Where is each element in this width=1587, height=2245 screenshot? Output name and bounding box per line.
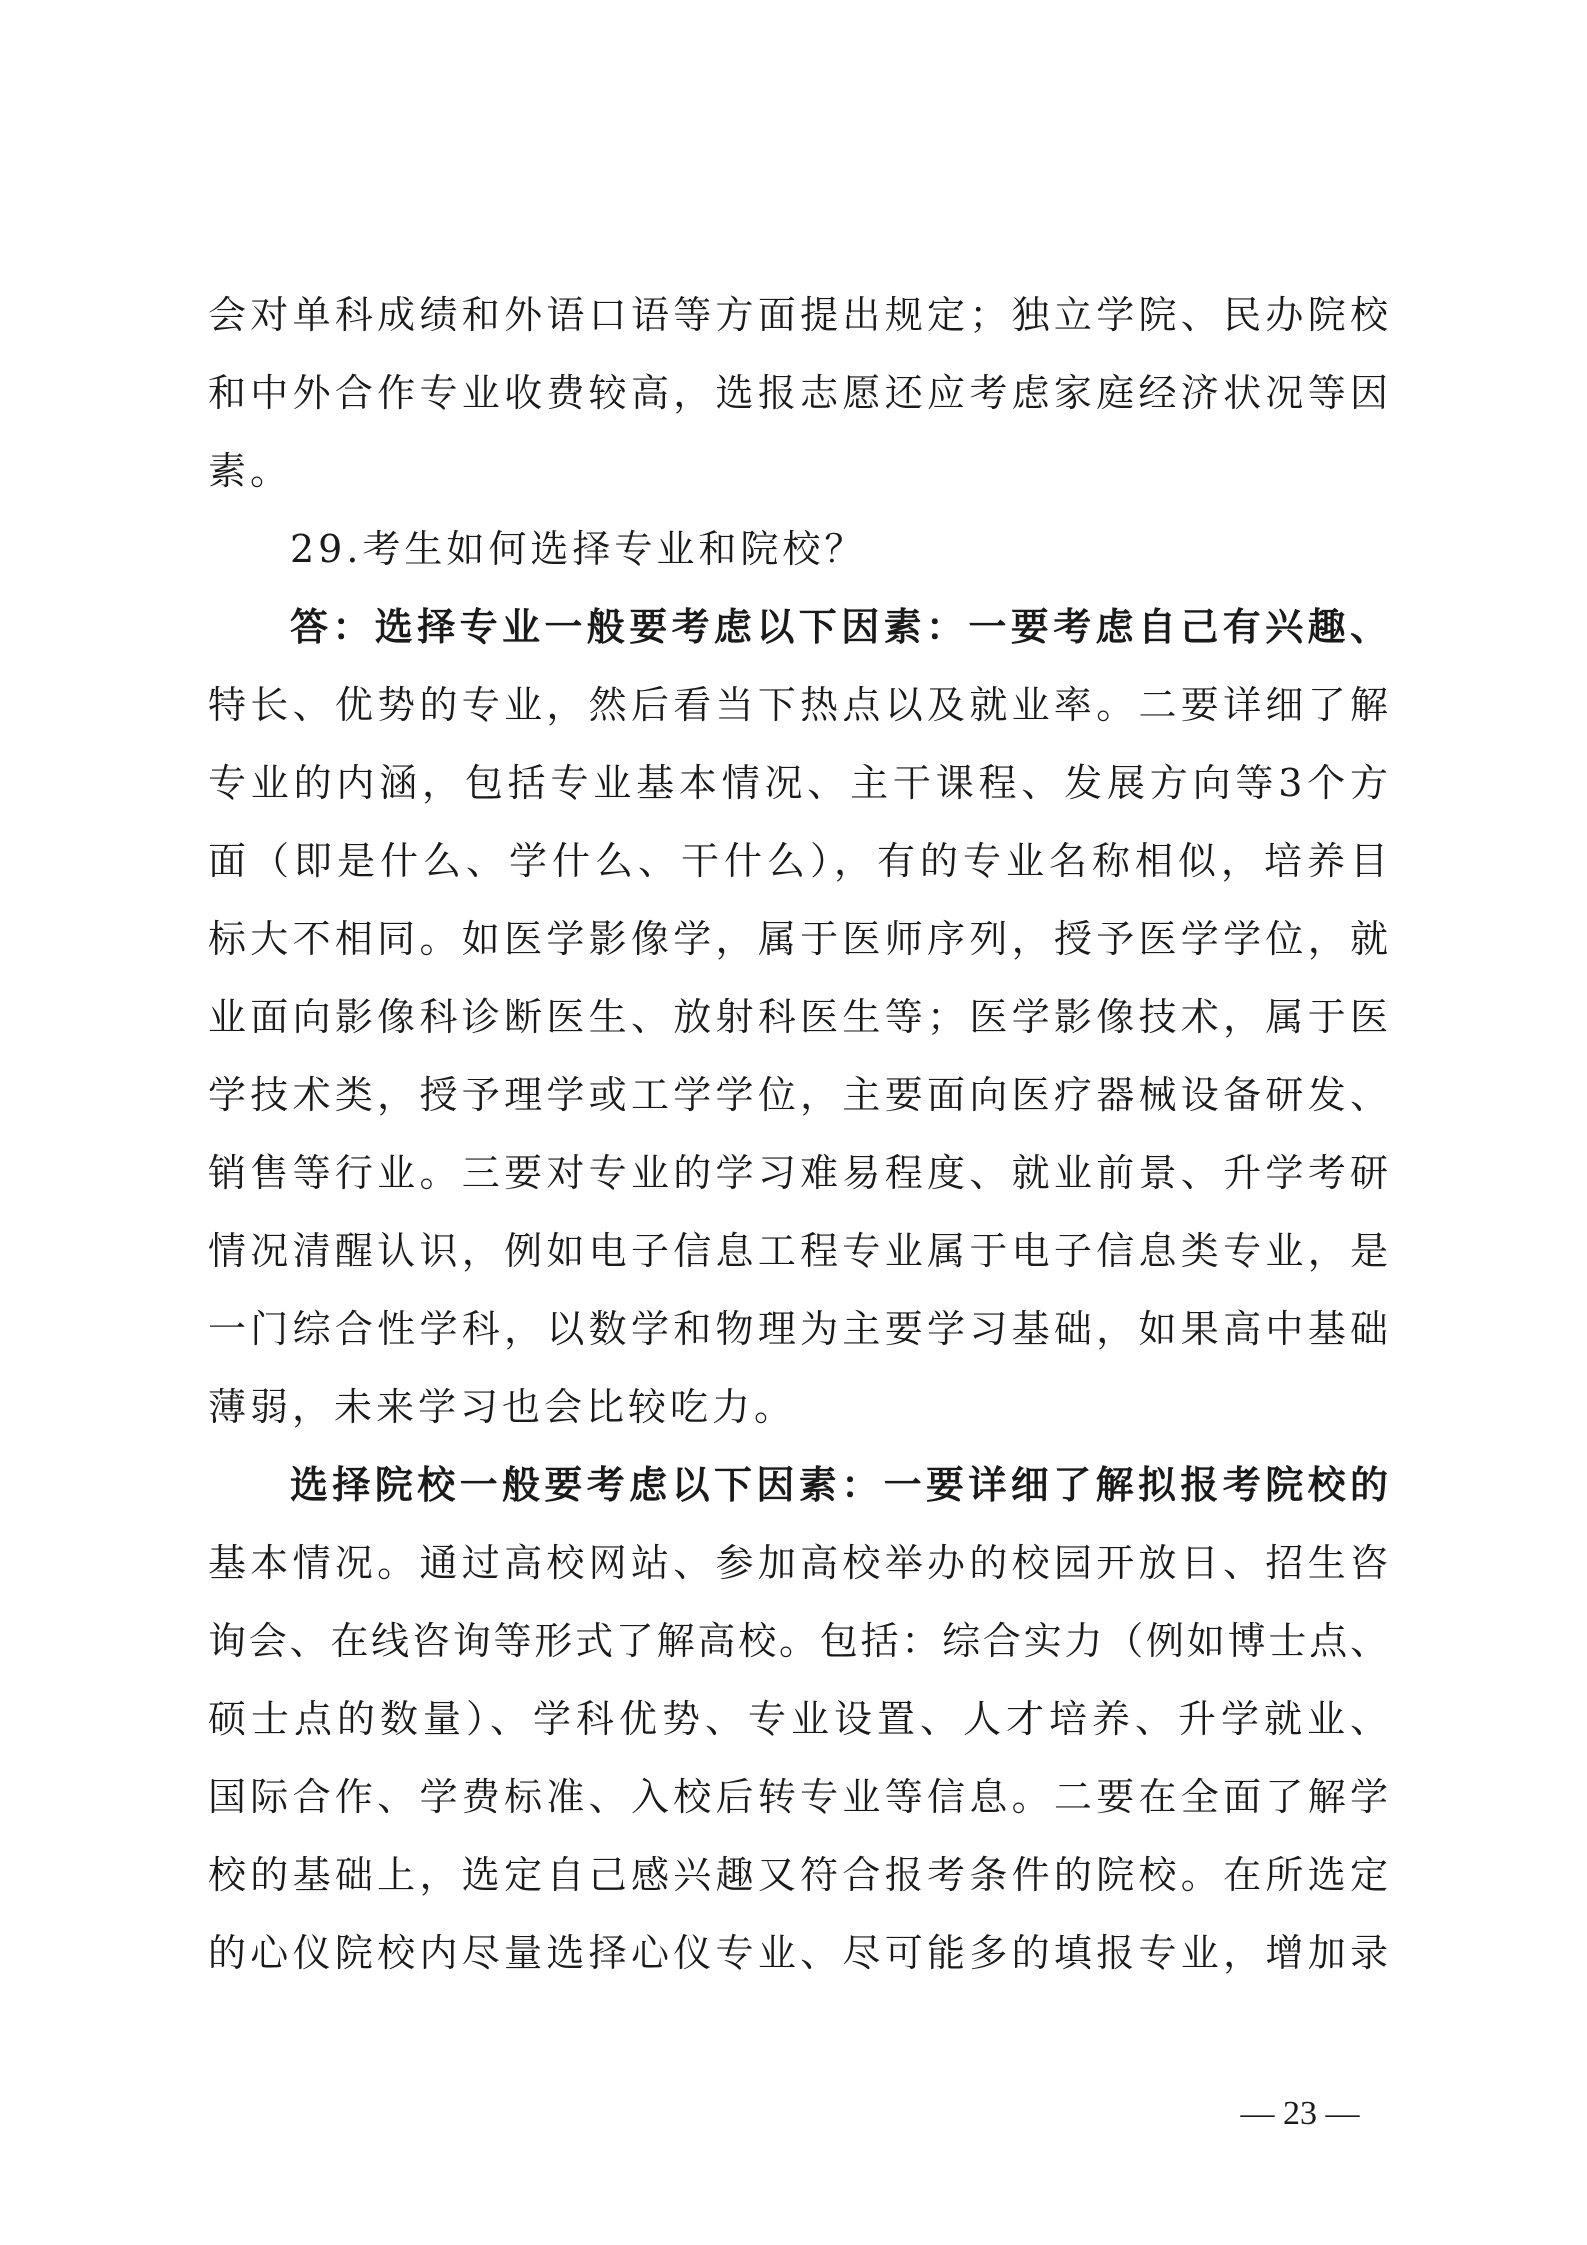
text-line-21: 校的基础上，选定自己感兴趣又符合报考条件的院校。在所选定 (208, 1853, 1388, 1897)
text-line-9: 标大不相同。如医学影像学，属于医师序列，授予医学学位，就 (208, 917, 1388, 961)
text-line-18: 询会、在线咨询等形式了解高校。包括：综合实力（例如博士点、 (208, 1619, 1388, 1663)
text-line-8: 面（即是什么、学什么、干什么），有的专业名称相似，培养目 (208, 839, 1388, 883)
text-line-15: 薄弱，未来学习也会比较吃力。 (208, 1385, 797, 1429)
text-line-6: 特长、优势的专业，然后看当下热点以及就业率。二要详细了解 (208, 683, 1388, 727)
text-line-7: 专业的内涵，包括专业基本情况、主干课程、发展方向等3个方 (208, 761, 1388, 805)
text-line-20: 国际合作、学费标准、入校后转专业等信息。二要在全面了解学 (208, 1775, 1388, 1819)
school-selection-line-1: 选择院校一般要考虑以下因素：一要详细了解拟报考院校的 (290, 1462, 1388, 1507)
text-line-22: 的心仪院校内尽量选择心仪专业、尽可能多的填报专业，增加录 (208, 1931, 1388, 1975)
text-line-3: 素。 (208, 449, 293, 493)
text-line-11: 学技术类，授予理学或工学学位，主要面向医疗器械设备研发、 (208, 1073, 1388, 1117)
text-line-14: 一门综合性学科，以数学和物理为主要学习基础，如果高中基础 (208, 1307, 1388, 1351)
page-number: — 23 — (1240, 2095, 1360, 2132)
question-heading: 29.考生如何选择专业和院校？ (290, 527, 867, 571)
text-line-2: 和中外合作专业收费较高，选报志愿还应考虑家庭经济状况等因 (208, 371, 1388, 415)
text-line-17: 基本情况。通过高校网站、参加高校举办的校园开放日、招生咨 (208, 1541, 1388, 1585)
text-line-19: 硕士点的数量）、学科优势、专业设置、人才培养、升学就业、 (208, 1697, 1388, 1741)
text-line-12: 销售等行业。三要对专业的学习难易程度、就业前景、升学考研 (208, 1151, 1388, 1195)
answer-line-1: 答：选择专业一般要考虑以下因素：一要考虑自己有兴趣、 (290, 604, 1388, 649)
text-line-1: 会对单科成绩和外语口语等方面提出规定；独立学院、民办院校 (208, 293, 1388, 337)
text-line-10: 业面向影像科诊断医生、放射科医生等；医学影像技术，属于医 (208, 995, 1388, 1039)
text-line-13: 情况清醒认识，例如电子信息工程专业属于电子信息类专业，是 (208, 1229, 1388, 1273)
